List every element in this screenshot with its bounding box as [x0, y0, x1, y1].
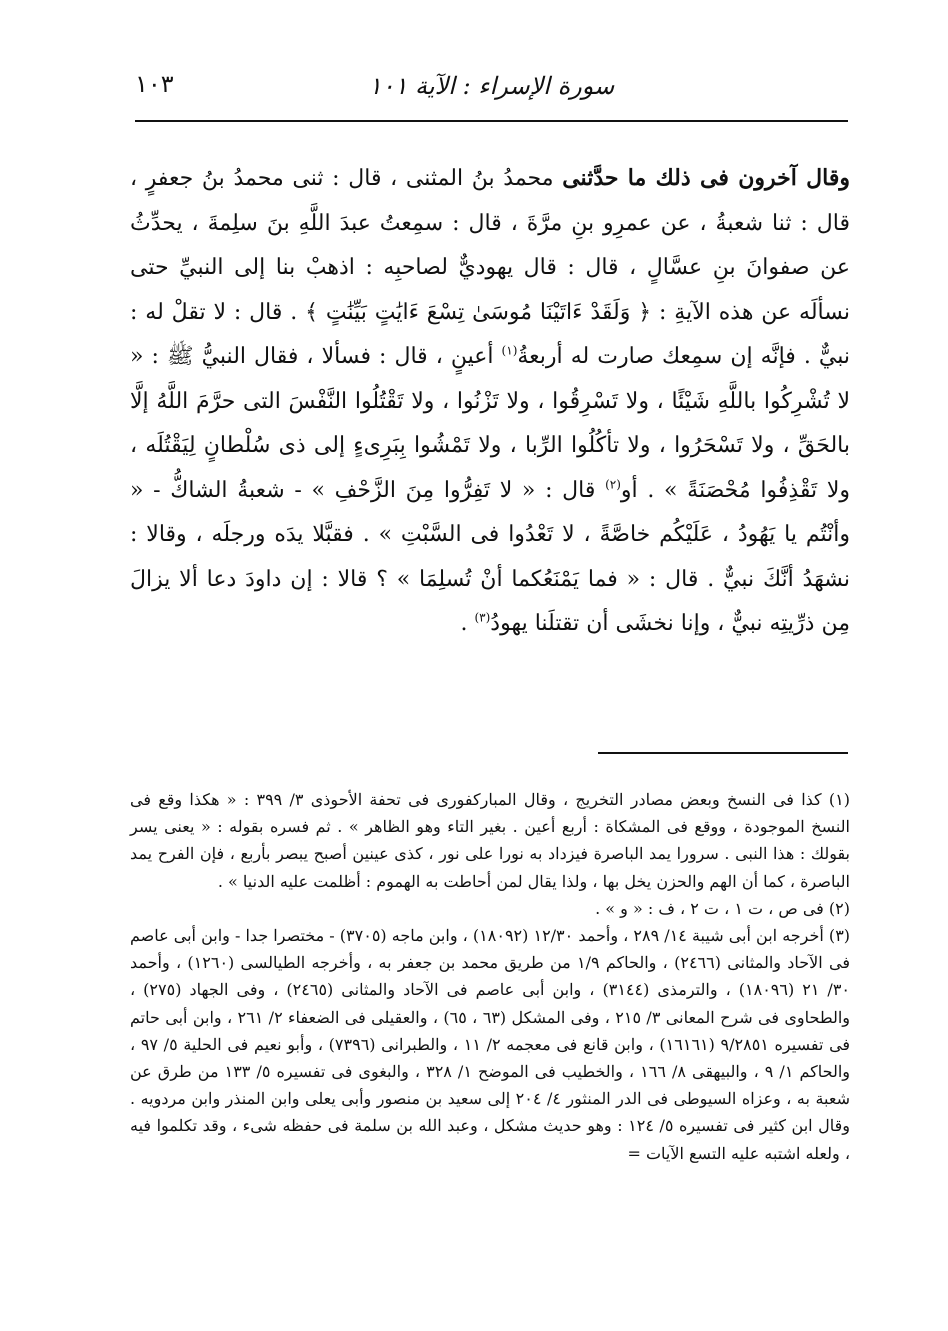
body-text-end: . — [460, 611, 468, 636]
footnote-marker-2: (٢) — [605, 477, 621, 492]
body-paragraph — [130, 156, 850, 647]
footnote-marker-3: (٣) — [474, 610, 491, 625]
main-text — [130, 156, 850, 647]
header-title: سورة الإسراء : الآية ١٠١ — [368, 72, 615, 100]
footnotes — [130, 786, 850, 1167]
header-rule — [135, 120, 848, 122]
body-text-a: محمدُ بنُ المثنى ، قال : ثنى محمدُ بنُ جعفرٍ ، قال : ثنا شعبةُ ، عن عمرِو بنِ مرَّةَ ، قال : سمِعتُ عبدَ اللَّهِ بنَ سلِمةَ ، يحدِّثُ عن صفوانَ بنِ عسَّالٍ ، قال : قال يهوديٌّ لصاحبِه : اذهبْ بنا إلى النبيِّ حتى نسألَه عن هذه الآيةِ : ﴿ وَلَقَدْ ءَاتَيْنَا مُوسَىٰ تِسْعَ ءَايَٰتٍ بَيِّنَٰتٍ ﴾ . قال : لا تقلْ له : نبيٌّ . فإنَّه إن سمِعك صارت له أربعةُ — [130, 166, 850, 369]
body-text-b: أعينٍ ، قال : فسألا ، فقال النبيُّ ﷺ : « لا تُشْرِكُوا باللَّهِ شَيْئًا ، ولا تَسْرِقُوا ، ولا تَزْنُوا ، ولا تَقْتُلُوا النَّفْسَ التى حرَّمَ اللَّهُ إلَّا بالحَقِّ ، ولا تَسْحَرُوا ، ولا تأكُلُوا الرِّبا ، ولا تَمْشُوا بِبَرِىءٍ إلى ذى سُلْطانٍ لِيَقْتُلَه ، ولا تَقْذِفُوا مُحْصَنَةً » . أو — [130, 344, 850, 503]
footnote-marker-1: (١) — [501, 343, 518, 358]
page-number: ١٠٣ — [135, 70, 174, 98]
footnote-3: (٣) أخرجه ابن أبى شيبة ١٤/ ٢٨٩ ، وأحمد ١٢/٣٠ (١٨٠٩٢) ، وابن ماجه (٣٧٠٥) - مختصرا جدا - وابن أبى عاصم فى الآحاد والمثانى (٢٤٦٦) ، والحاكم ١/٩ من طريق محمد بن جعفر به ، وأخرجه الطيالسى (١٢٦٠) ، وأحمد ٣٠/ ٢١ (١٨٠٩٦) ، والترمذى (٣١٤٤) ، وابن أبى عاصم فى الآحاد والمثانى (٢٤٦٥) ، وفى الجهاد (٢٧٥) ، والطحاوى فى شرح المعانى ٣/ ٢١٥ ، وفى المشكل (٦٣ ، ٦٥) ، والعقيلى فى الضعفاء ٢/ ٢٦١ ، وابن أبى حاتم فى تفسيره ٩/٢٨٥١ (١٦١٦١) ، وابن قانع فى معجمه ٢/ ١١ ، والطبرانى (٧٣٩٦) ، وأبو نعيم فى الحلية ٥/ ٩٧ ، والحاكم ١/ ٩ ، والبيهقى ٨/ ١٦٦ ، والخطيب فى الموضح ١/ ٣٢٨ ، والبغوى فى تفسيره ٥/ ١٣٣ من طرق عن شعبة به ، وعزاه السيوطى فى الدر المنثور ٤/ ٢٠٤ إلى سعيد بن منصور وأبى يعلى وابن المنذر وابن مردويه . وقال ابن كثير فى تفسيره ٥/ ١٢٤ : وهو حديث مشكل ، وعبد الله بن سلمة فى حفظه شىء ، وقد تكلموا فيه ، ولعله اشتبه عليه التسع الآيات = — [130, 926, 851, 1163]
body-text-c: قال : « لا تَفِرُّوا مِنَ الزَّحْفِ » - شعبةُ الشاكُّ - « وأنْتُم يا يَهُودُ ، عَلَيْكُم خاصَّةً ، لا تَعْدُوا فى السَّبْتِ » . فقبَّلا يدَه ورجلَه ، وقالا : نشهَدُ أنَّكَ نبيٌّ . قال : « فما يَمْنَعُكما أنْ تُسلِمَا » ؟ قالا : إن داودَ دعا ألا يزالَ مِن ذرِّيتِه نبيٌّ ، وإنا نخشَى أن تقتلَنا يهودُ — [130, 477, 850, 636]
lead-phrase: وقال آخرون فى ذلك ما حدَّثنى — [562, 165, 850, 191]
footnote-separator — [598, 752, 848, 754]
footnote-2: (٢) فى ص ، ت ١ ، ت ٢ ، ف : « و » . — [595, 898, 850, 918]
running-header — [135, 64, 848, 108]
footnote-1: (١) كذا فى النسخ وبعض مصادر التخريج ، وقال المباركفورى فى تحفة الأحوذى ٣/ ٣٩٩ : « هكذا وقع فى النسخ الموجودة ، ووقع فى المشكاة : أربع أعين . بغير التاء وهو الظاهر » . ثم فسره بقوله : « يعنى يسر بقولك : هذا النبى . سرورا يمد الباصرة فيزداد به نورا على نور ، كذى عينين أصبح يبصر بأربع ، فإن الفرح يمد الباصرة ، كما أن الهم والحزن يخل بها ، ولذا يقال لمن أحاطت به الهموم : أظلمت عليه الدنيا » . — [130, 790, 851, 891]
